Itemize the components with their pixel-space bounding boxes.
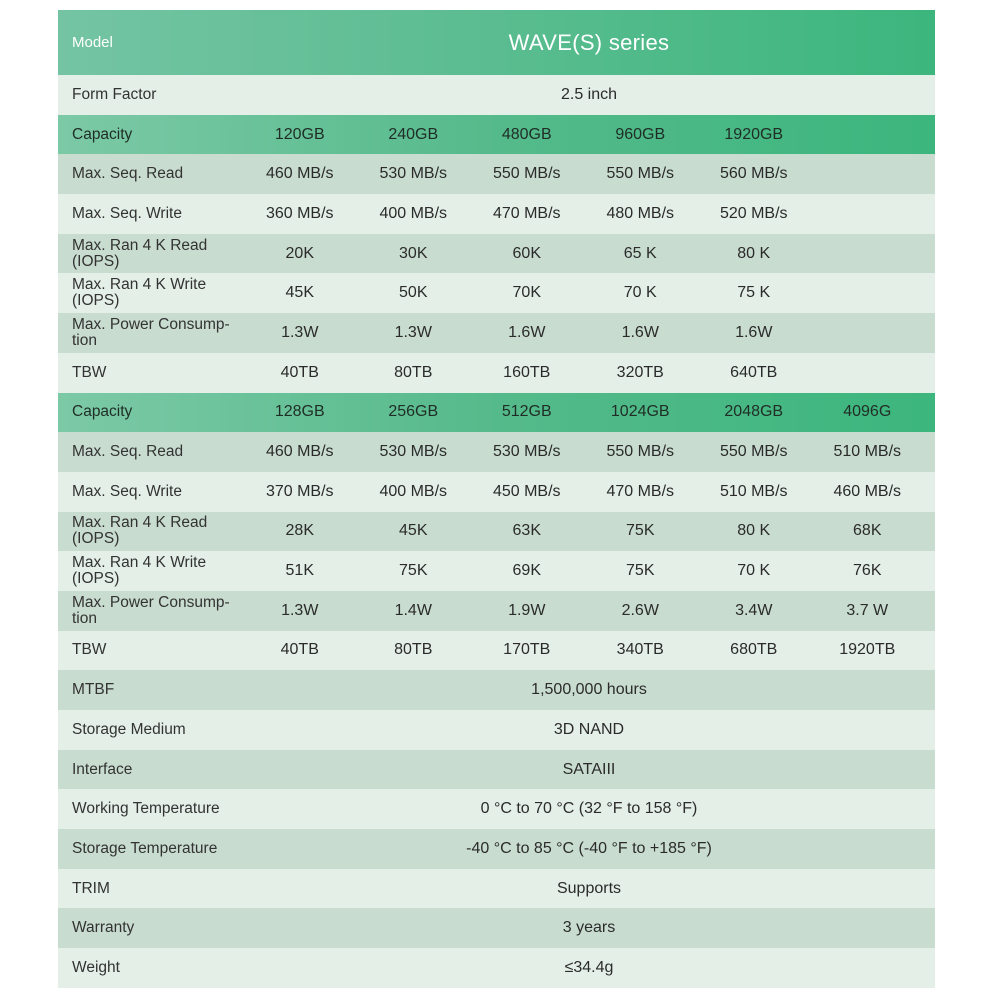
form-factor-value: 2.5 inch: [560, 85, 618, 103]
tbw-cell: 160TB: [503, 363, 551, 381]
ran-write-row-group1: [58, 273, 935, 313]
capacity-cell: 4096G: [843, 403, 892, 421]
seq-write-cell: 450 MB/s: [492, 482, 561, 500]
seq-write-cell: 470 MB/s: [492, 204, 561, 222]
trim-row: [58, 869, 935, 909]
warranty-label: Warranty: [72, 919, 135, 937]
tbw-cell: 640TB: [730, 363, 778, 381]
ran-read-cell: 80 K: [737, 244, 771, 262]
seq-write-cell: 510 MB/s: [719, 482, 788, 500]
seq-write-label: Max. Seq. Write: [72, 204, 182, 222]
capacity-cell: 960GB: [615, 125, 666, 143]
tbw-cell: 680TB: [730, 641, 778, 659]
power-cell: 3.4W: [735, 601, 773, 619]
seq-write-cell: [811, 205, 925, 223]
ran-read-label: [58, 238, 243, 270]
working-temp-label: Working Temperature: [72, 800, 220, 818]
power-cell: 2.6W: [621, 601, 659, 619]
mtbf-row: [58, 670, 935, 710]
seq-read-cell: 550 MB/s: [606, 443, 675, 461]
ran-write-cell: [811, 284, 925, 302]
seq-read-cell: 550 MB/s: [606, 165, 675, 183]
ran-read-cell: [811, 245, 925, 263]
power-cell: 1.3W: [281, 601, 319, 619]
power-row-group2: [58, 591, 935, 631]
ran-read-label-line2: (IOPS): [72, 252, 120, 270]
seq-write-cell: 400 MB/s: [379, 482, 448, 500]
header-row: [58, 10, 935, 75]
power-cell: 1.3W: [394, 323, 432, 341]
power-label: [58, 595, 243, 627]
storage-temp-value: -40 °C to 85 °C (-40 °F to +185 °F): [466, 839, 712, 857]
seq-read-cell: 530 MB/s: [492, 443, 561, 461]
seq-write-cell: 400 MB/s: [379, 204, 448, 222]
tbw-cell: 40TB: [280, 363, 319, 381]
working-temp-value: 0 °C to 70 °C (32 °F to 158 °F): [480, 800, 698, 818]
seq-read-row-group2: [58, 432, 935, 472]
power-label: [58, 317, 243, 349]
warranty-value: 3 years: [562, 919, 616, 937]
seq-write-label: Max. Seq. Write: [72, 482, 182, 500]
storage-medium-row: [58, 710, 935, 750]
trim-label: TRIM: [72, 879, 110, 897]
capacity-cell: 240GB: [388, 125, 439, 143]
weight-row: [58, 948, 935, 988]
power-label-line2: tion: [72, 331, 97, 349]
ran-write-label-line2: (IOPS): [72, 570, 120, 588]
trim-value: Supports: [556, 879, 622, 897]
seq-read-label: Max. Seq. Read: [72, 443, 184, 461]
power-cell: 1.6W: [621, 323, 659, 341]
seq-read-cell: 550 MB/s: [492, 165, 561, 183]
ran-read-label: [58, 515, 243, 547]
ran-write-cell: 50K: [399, 284, 428, 302]
ran-write-cell: 76K: [853, 562, 882, 580]
interface-label: Interface: [72, 760, 133, 778]
seq-read-cell: [811, 165, 925, 183]
power-cell: 1.6W: [508, 323, 546, 341]
ran-write-label-line1: Max. Ran 4 K Write: [72, 554, 207, 572]
ran-read-cell: 75K: [626, 522, 655, 540]
seq-write-cell: 460 MB/s: [833, 482, 902, 500]
ran-write-cell: 75 K: [737, 284, 771, 302]
tbw-cell: 170TB: [503, 641, 551, 659]
ran-read-cell: 60K: [512, 244, 541, 262]
capacity-cell: [811, 126, 925, 144]
storage-temp-label: Storage Temperature: [72, 839, 218, 857]
seq-write-row-group2: [58, 472, 935, 512]
mtbf-value: 1,500,000 hours: [531, 681, 647, 699]
capacity-cell: 120GB: [274, 125, 325, 143]
tbw-cell: 1920TB: [839, 641, 896, 659]
seq-read-cell: 510 MB/s: [833, 443, 902, 461]
series-title: WAVE(S) series: [508, 29, 670, 55]
form-factor-row: [58, 75, 935, 115]
storage-medium-label: Storage Medium: [72, 720, 186, 738]
ran-write-label: [58, 555, 243, 587]
ran-write-cell: 70 K: [623, 284, 657, 302]
capacity-cell: 1024GB: [610, 403, 670, 421]
power-row-group1: [58, 313, 935, 353]
mtbf-label: MTBF: [72, 681, 115, 699]
ran-write-cell: 45K: [285, 284, 314, 302]
seq-write-cell: 360 MB/s: [265, 204, 334, 222]
ran-write-cell: 51K: [285, 562, 314, 580]
seq-write-cell: 470 MB/s: [606, 482, 675, 500]
weight-value: ≤34.4g: [564, 958, 614, 976]
seq-read-cell: 560 MB/s: [719, 165, 788, 183]
power-cell: 1.3W: [281, 323, 319, 341]
ran-write-cell: 70 K: [737, 562, 771, 580]
seq-read-cell: 550 MB/s: [719, 443, 788, 461]
tbw-cell: 40TB: [280, 641, 319, 659]
working-temp-row: [58, 789, 935, 829]
power-cell: 1.4W: [394, 601, 432, 619]
ran-write-cell: 70K: [512, 284, 541, 302]
ran-read-cell: 80 K: [737, 522, 771, 540]
ran-write-row-group2: [58, 551, 935, 591]
interface-value: SATAIII: [562, 760, 616, 778]
capacity-label: Capacity: [72, 125, 133, 143]
ran-read-cell: 45K: [399, 522, 428, 540]
seq-read-cell: 530 MB/s: [379, 165, 448, 183]
seq-read-cell: 530 MB/s: [379, 443, 448, 461]
tbw-cell: [811, 364, 925, 382]
ran-read-cell: 65 K: [623, 244, 657, 262]
storage-temp-row: [58, 829, 935, 869]
seq-write-cell: 520 MB/s: [719, 204, 788, 222]
ran-write-cell: 69K: [512, 562, 541, 580]
capacity-label: Capacity: [72, 403, 133, 421]
power-cell: 1.9W: [508, 601, 546, 619]
capacity-cell: 512GB: [501, 403, 552, 421]
ran-write-cell: 75K: [399, 562, 428, 580]
capacity-cell: 480GB: [501, 125, 552, 143]
capacity-cell: 128GB: [274, 403, 325, 421]
ran-read-label-line1: Max. Ran 4 K Read: [72, 514, 208, 532]
power-label-line1: Max. Power Consump-: [72, 315, 230, 333]
ran-read-row-group1: [58, 234, 935, 274]
ran-write-label-line1: Max. Ran 4 K Write: [72, 276, 207, 294]
seq-write-cell: 480 MB/s: [606, 204, 675, 222]
spec-table: [58, 10, 935, 990]
tbw-cell: 320TB: [616, 363, 664, 381]
seq-read-label: Max. Seq. Read: [72, 165, 184, 183]
ran-write-label: [58, 277, 243, 309]
ran-read-cell: 63K: [512, 522, 541, 540]
tbw-cell: 340TB: [616, 641, 664, 659]
capacity-cell: 1920GB: [724, 125, 784, 143]
tbw-row-group2: [58, 631, 935, 671]
capacity-row-group2: [58, 393, 935, 433]
weight-label: Weight: [72, 958, 120, 976]
warranty-row: [58, 908, 935, 948]
form-factor-label: Form Factor: [72, 85, 157, 103]
ran-read-cell: 28K: [285, 522, 314, 540]
capacity-cell: 2048GB: [724, 403, 784, 421]
tbw-label: TBW: [72, 641, 107, 659]
ran-write-label-line2: (IOPS): [72, 292, 120, 310]
seq-read-row-group1: [58, 154, 935, 194]
ran-read-cell: 30K: [399, 244, 428, 262]
tbw-label: TBW: [72, 363, 107, 381]
power-label-line2: tion: [72, 609, 97, 627]
seq-write-cell: 370 MB/s: [265, 482, 334, 500]
ran-read-row-group2: [58, 512, 935, 552]
tbw-cell: 80TB: [394, 641, 433, 659]
tbw-row-group1: [58, 353, 935, 393]
interface-row: [58, 750, 935, 790]
capacity-row-group1: [58, 115, 935, 155]
ran-read-label-line2: (IOPS): [72, 530, 120, 548]
power-cell: 3.7 W: [846, 601, 889, 619]
capacity-cell: 256GB: [388, 403, 439, 421]
seq-read-cell: 460 MB/s: [265, 165, 334, 183]
ran-read-label-line1: Max. Ran 4 K Read: [72, 236, 208, 254]
ran-read-cell: 68K: [853, 522, 882, 540]
seq-write-row-group1: [58, 194, 935, 234]
model-label: Model: [72, 33, 113, 51]
storage-medium-value: 3D NAND: [553, 720, 625, 738]
power-cell: [811, 324, 925, 342]
ran-read-cell: 20K: [285, 244, 314, 262]
tbw-cell: 80TB: [394, 363, 433, 381]
power-cell: 1.6W: [735, 323, 773, 341]
seq-read-cell: 460 MB/s: [265, 443, 334, 461]
ran-write-cell: 75K: [626, 562, 655, 580]
power-label-line1: Max. Power Consump-: [72, 593, 230, 611]
